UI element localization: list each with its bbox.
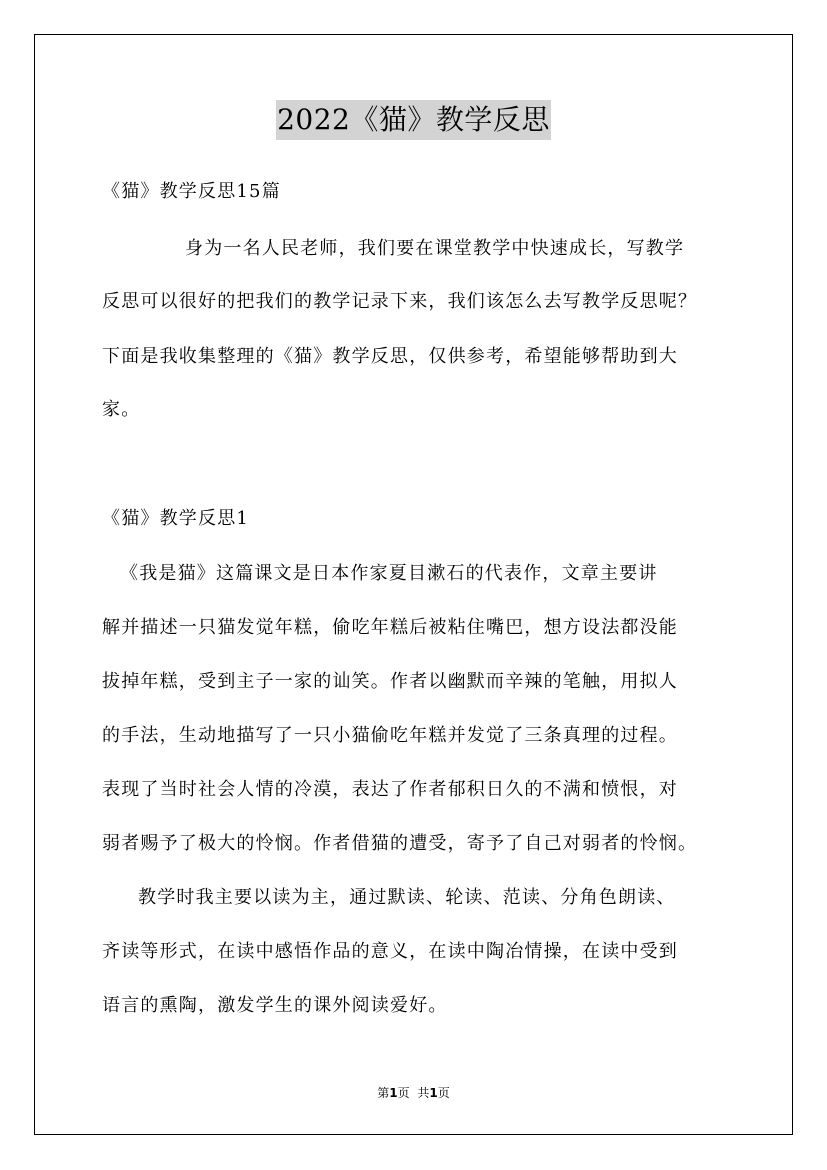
paragraph-line: 教学时我主要以读为主，通过默读、轮读、范读、分角色朗读、 <box>138 887 676 908</box>
intro-line: 家。 <box>102 399 141 420</box>
title-block <box>0 100 827 140</box>
paragraph-line: 齐读等形式，在读中感悟作品的意义，在读中陶冶情操，在读中受到 <box>102 941 678 962</box>
paragraph-line: 解并描述一只猫发觉年糕，偷吃年糕后被粘住嘴巴，想方设法都没能 <box>102 617 678 638</box>
page-suffix: 页 <box>397 1086 410 1100</box>
page-number: 1 <box>389 1086 398 1100</box>
page-footer <box>0 1084 827 1101</box>
paragraph-line: 语言的熏陶，激发学生的课外阅读爱好。 <box>102 995 448 1016</box>
paragraph-line: 《我是猫》这篇课文是日本作家夏目漱石的代表作，文章主要讲 <box>120 563 658 584</box>
page-prefix: 第 <box>377 1086 390 1100</box>
total-pages: 1 <box>429 1086 438 1100</box>
intro-line: 下面是我收集整理的《猫》教学反思，仅供参考，希望能够帮助到大 <box>102 346 678 367</box>
section-heading: 《猫》教学反思1 <box>102 508 250 529</box>
paragraph-line: 弱者赐予了极大的怜悯。作者借猫的遭受，寄予了自己对弱者的怜悯。 <box>102 833 698 854</box>
total-prefix: 共 <box>417 1086 430 1100</box>
intro-line: 身为一名人民老师，我们要在课堂教学中快速成长，写教学 <box>185 238 685 259</box>
intro-line: 反思可以很好的把我们的教学记录下来，我们该怎么去写教学反思呢？ <box>102 291 698 312</box>
paragraph-line: 表现了当时社会人情的冷漠，表达了作者郁积日久的不满和愤恨，对 <box>102 779 678 800</box>
paragraph-line: 拔掉年糕，受到主子一家的讪笑。作者以幽默而辛辣的笔触，用拟人 <box>102 671 678 692</box>
document-title: 2022《猫》教学反思 <box>276 100 551 140</box>
document-subtitle: 《猫》教学反思15篇 <box>102 181 281 202</box>
total-suffix: 页 <box>437 1086 450 1100</box>
paragraph-line: 的手法，生动地描写了一只小猫偷吃年糕并发觉了三条真理的过程。 <box>102 725 678 746</box>
